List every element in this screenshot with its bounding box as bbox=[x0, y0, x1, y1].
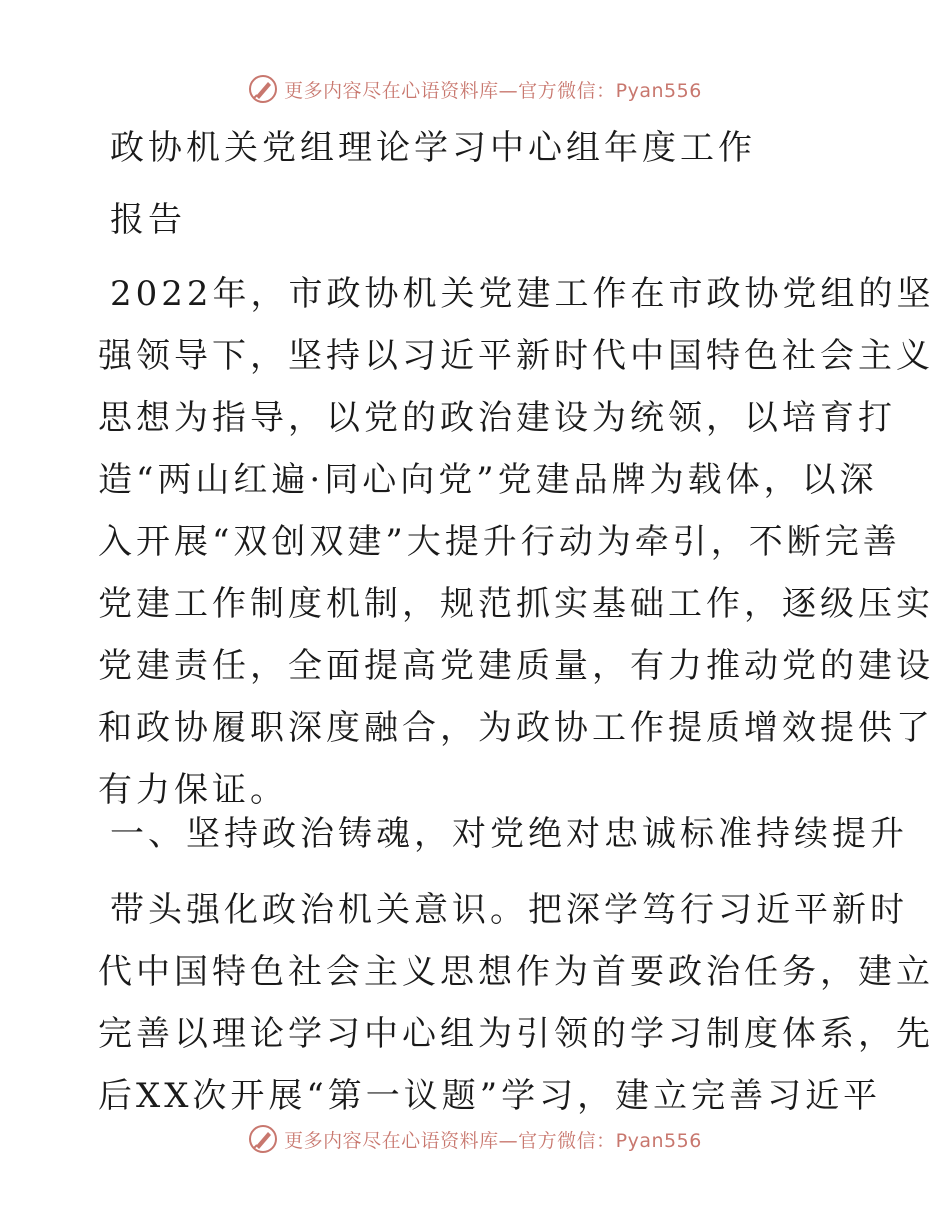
paragraph-1-line: 党建工作制度机制，规范抓实基础工作，逐级压实 bbox=[98, 584, 934, 624]
watermark-text: 更多内容尽在心语资料库—官方微信：Pyan556 bbox=[284, 79, 702, 102]
paragraph-1-line: 入开展“双创双建”大提升行动为牵引，不断完善 bbox=[98, 522, 901, 562]
paragraph-2-line: 完善以理论学习中心组为引领的学习制度体系，先 bbox=[98, 1014, 934, 1054]
paragraph-1-line: 党建责任，全面提高党建质量，有力推动党的建设 bbox=[98, 646, 934, 686]
paragraph-1-line: 造“两山红遍·同心向党”党建品牌为载体，以深 bbox=[98, 460, 878, 500]
document-title-line-1: 政协机关党组理论学习中心组年度工作 bbox=[110, 128, 756, 168]
watermark-footer bbox=[0, 1122, 950, 1156]
paragraph-1-line: 2022年，市政协机关党建工作在市政协党组的坚 bbox=[110, 274, 935, 314]
paragraph-2-line: 后XX次开展“第一议题”学习，建立完善习近平 bbox=[98, 1076, 882, 1116]
watermark-header bbox=[0, 72, 950, 106]
paragraph-2-line: 带头强化政治机关意识。把深学笃行习近平新时 bbox=[110, 890, 908, 930]
paragraph-1-line: 和政协履职深度融合，为政协工作提质增效提供了 bbox=[98, 708, 934, 748]
paragraph-1-line: 思想为指导，以党的政治建设为统领，以培育打 bbox=[98, 398, 896, 438]
section-1-heading: 一、坚持政治铸魂，对党绝对忠诚标准持续提升 bbox=[110, 814, 908, 854]
pen-logo-icon bbox=[248, 1124, 278, 1154]
pen-logo-icon bbox=[248, 74, 278, 104]
paragraph-1-line: 有力保证。 bbox=[98, 770, 288, 810]
paragraph-1-line: 强领导下，坚持以习近平新时代中国特色社会主义 bbox=[98, 336, 934, 376]
document-title-line-2: 报告 bbox=[110, 200, 186, 240]
paragraph-2-line: 代中国特色社会主义思想作为首要政治任务，建立 bbox=[98, 952, 934, 992]
watermark-text: 更多内容尽在心语资料库—官方微信：Pyan556 bbox=[284, 1129, 702, 1152]
